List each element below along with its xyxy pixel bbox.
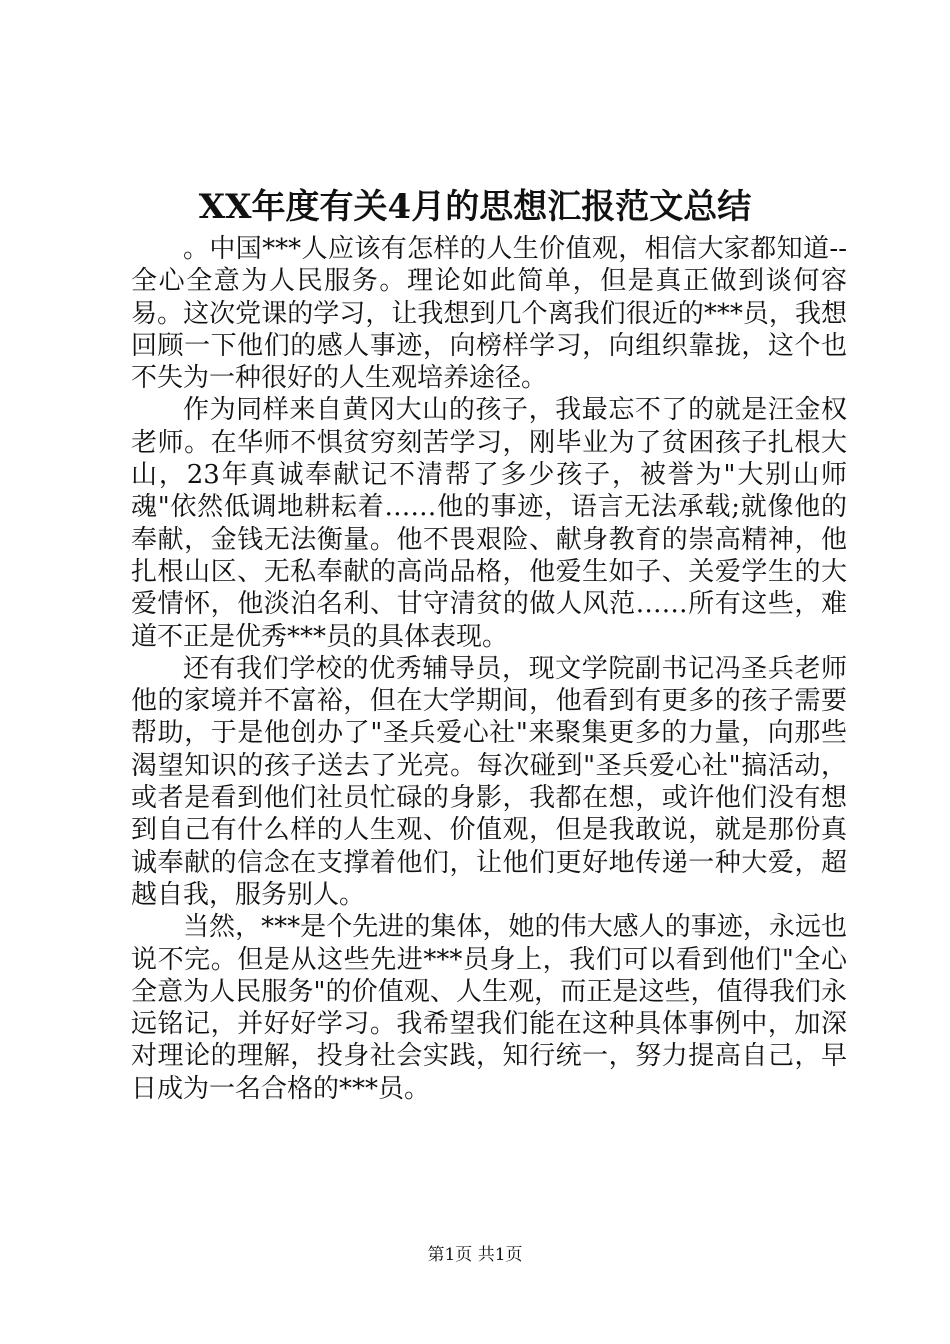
document-body	[131, 233, 847, 1105]
paragraph: 还有我们学校的优秀辅导员，现文学院副书记冯圣兵老师他的家境并不富裕，但在大学期间，他看到有更多的孩子需要帮助，于是他创办了"圣兵爱心社"来聚集更多的力量，向那些渴望知识的孩子送去了光亮。每次碰到"圣兵爱心社"搞活动，或者是看到他们社员忙碌的身影，我都在想，或许他们没有想到自己有什么样的人生观、价值观，但是我敢说，就是那份真诚奉献的信念在支撑着他们，让他们更好地传递一种大爱，超越自我，服务别人。	[131, 653, 847, 910]
document-title: XX年度有关4月的思想汇报范文总结	[198, 187, 752, 227]
paragraph: 当然，***是个先进的集体，她的伟大感人的事迹，永远也说不完。但是从这些先进***员身上，我们可以看到他们"全心全意为人民服务"的价值观、人生观，而正是这些，值得我们永远铭记，并好好学习。我希望我们能在这种具体事例中，加深对理论的理解，投身社会实践，知行统一，努力提高自己，早日成为一名合格的***员。	[131, 912, 847, 1104]
paragraph: 。中国***人应该有怎样的人生价值观，相信大家都知道--全心全意为人民服务。理论如此简单，但是真正做到谈何容易。这次党课的学习，让我想到几个离我们很近的***员，我想回顾一下他们的感人事迹，向榜样学习，向组织靠拢，这个也不失为一种很好的人生观培养途径。	[131, 234, 847, 394]
paragraph: 作为同样来自黄冈大山的孩子，我最忘不了的就是汪金权老师。在华师不惧贫穷刻苦学习，刚毕业为了贫困孩子扎根大山，23年真诚奉献记不清帮了多少孩子，被誉为"大别山师魂"依然低调地耕耘着……他的事迹，语言无法承载;就像他的奉献，金钱无法衡量。他不畏艰险、献身教育的崇高精神，他扎根山区、无私奉献的高尚品格，他爱生如子、关爱学生的大爱情怀，他淡泊名利、甘守清贫的做人风范……所有这些，难道不正是优秀***员的具体表现。	[131, 395, 847, 652]
page-number-footer: 第1页 共1页	[427, 1245, 523, 1265]
